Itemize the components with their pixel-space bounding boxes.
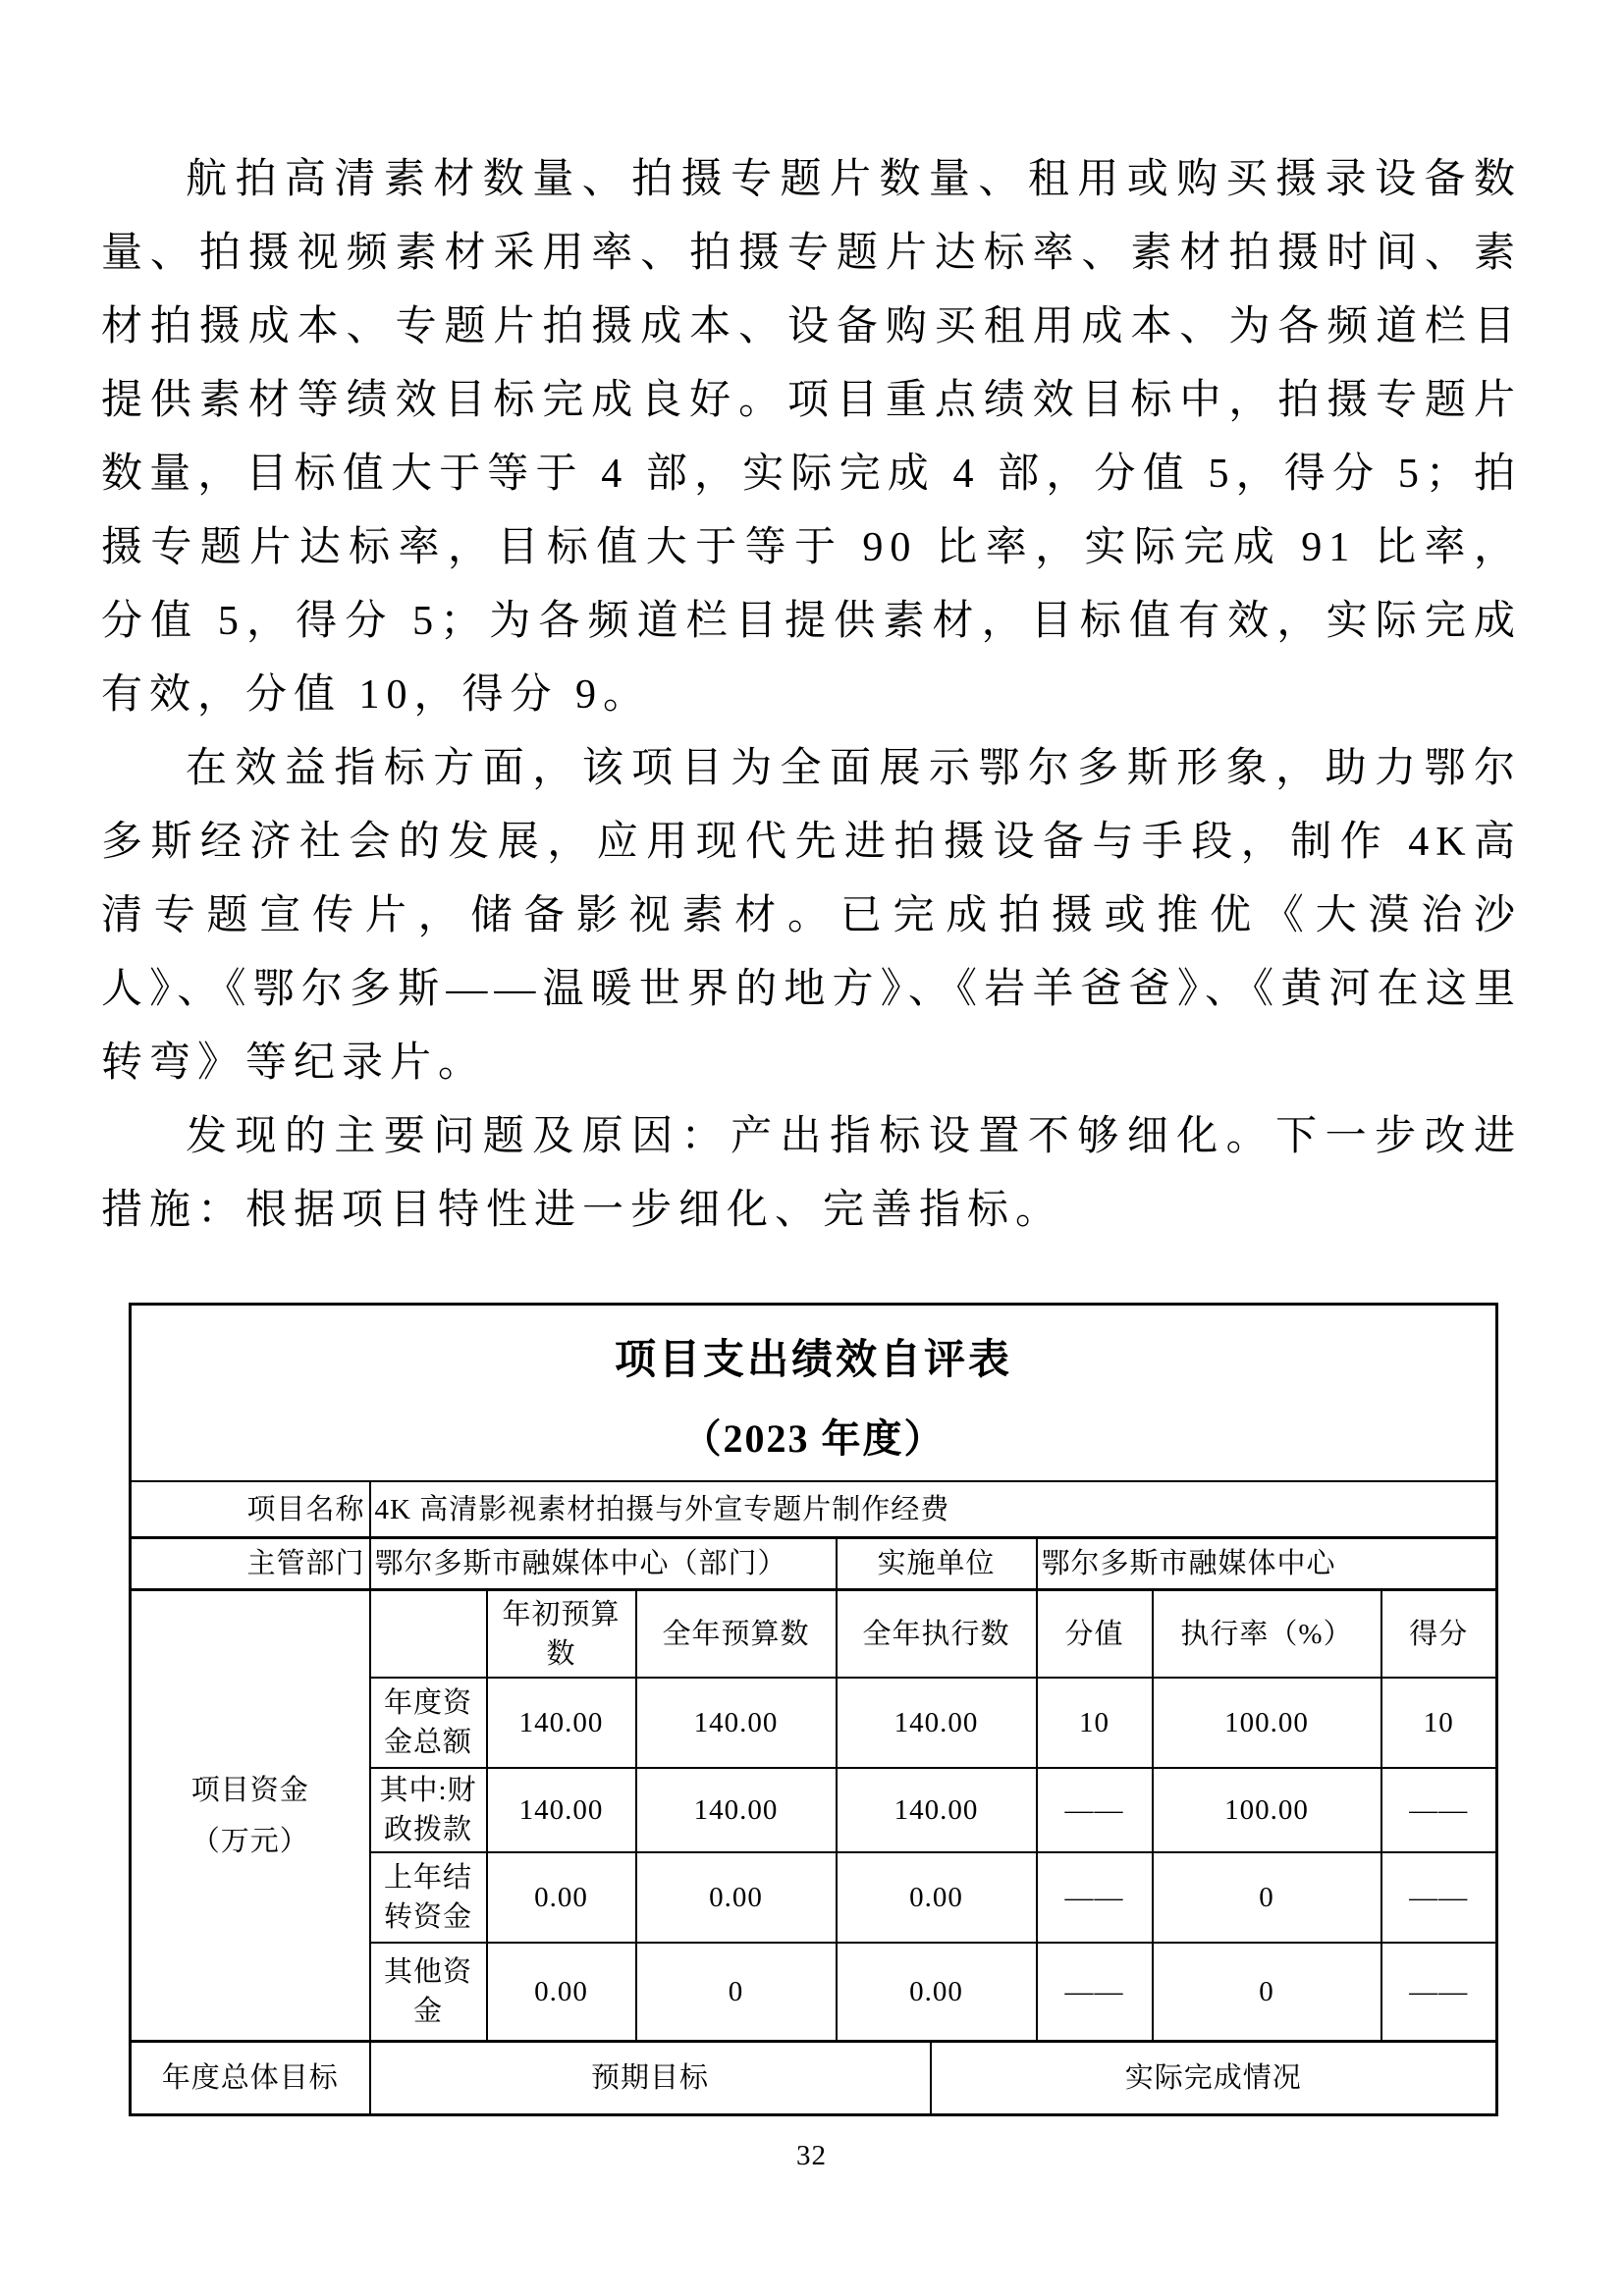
cell-initial-budget: 140.00 (487, 1768, 636, 1852)
cell-execution-rate: 0 (1153, 1852, 1381, 1943)
row-label: 其中:财政拨款 (370, 1768, 487, 1852)
funds-label-line1: 项目资金 (190, 1774, 309, 1806)
project-name-value: 4K 高清影视素材拍摄与外宣专题片制作经费 (370, 1481, 1497, 1538)
cell-annual-budget: 140.00 (636, 1768, 837, 1852)
cell-execution-rate: 100.00 (1153, 1678, 1381, 1768)
funds-header-row (131, 1590, 1497, 1679)
table-title-cell (131, 1305, 1497, 1482)
cell-annual-execution: 140.00 (837, 1768, 1037, 1852)
cell-initial-budget: 140.00 (487, 1678, 636, 1768)
cell-score: —— (1381, 1943, 1497, 2042)
header-score: 得分 (1381, 1590, 1497, 1679)
row-label: 其他资金 (370, 1943, 487, 2042)
table-title-row (131, 1305, 1497, 1482)
project-name-row (131, 1481, 1497, 1538)
row-label: 年度资金总额 (370, 1678, 487, 1768)
funds-sublabel-header-empty (370, 1590, 487, 1679)
cell-annual-execution: 0.00 (837, 1852, 1037, 1943)
header-execution-rate: 执行率（%） (1153, 1590, 1381, 1679)
table-subtitle: （2023 年度） (681, 1416, 946, 1461)
cell-initial-budget: 0.00 (487, 1943, 636, 2042)
header-annual-budget: 全年预算数 (636, 1590, 837, 1679)
cell-score-value: 10 (1037, 1678, 1153, 1768)
project-name-label: 项目名称 (131, 1481, 370, 1538)
cell-score: 10 (1381, 1678, 1497, 1768)
cell-score: —— (1381, 1768, 1497, 1852)
header-score-value: 分值 (1037, 1590, 1153, 1679)
cell-initial-budget: 0.00 (487, 1852, 636, 1943)
expected-goal-label: 预期目标 (370, 2042, 931, 2115)
department-row (131, 1538, 1497, 1590)
row-label: 上年结转资金 (370, 1852, 487, 1943)
cell-annual-execution: 140.00 (837, 1678, 1037, 1768)
cell-annual-budget: 0.00 (636, 1852, 837, 1943)
impl-unit-label: 实施单位 (837, 1538, 1037, 1590)
paragraph-problems-and-measures: 发现的主要问题及原因：产出指标设置不够细化。下一步改进措施：根据项目特性进一步细化、完善指标。 (101, 1114, 1522, 1233)
dept-label: 主管部门 (131, 1538, 370, 1590)
cell-annual-budget: 0 (636, 1943, 837, 2042)
annual-goal-row (131, 2042, 1497, 2115)
funds-label-line2: （万元） (190, 1825, 309, 1857)
cell-score: —— (1381, 1852, 1497, 1943)
header-initial-budget: 年初预算数 (487, 1590, 636, 1679)
cell-execution-rate: 100.00 (1153, 1768, 1381, 1852)
table-title: 项目支出绩效自评表 (615, 1338, 1013, 1383)
actual-completion-label: 实际完成情况 (931, 2042, 1497, 2115)
funds-label (131, 1590, 370, 2042)
paragraph-benefit-indicators: 在效益指标方面，该项目为全面展示鄂尔多斯形象，助力鄂尔多斯经济社会的发展，应用现代先进拍摄设备与手段，制作 4K高清专题宣传片，储备影视素材。已完成拍摄或推优《大漠治沙人》、《鄂尔多斯——温暖世界的地方》、《岩羊爸爸》、《黄河在这里转弯》等纪录片。 (101, 746, 1522, 1086)
self-evaluation-table (129, 1303, 1498, 2116)
cell-annual-budget: 140.00 (636, 1678, 837, 1768)
dept-value: 鄂尔多斯市融媒体中心（部门） (370, 1538, 837, 1590)
header-annual-execution: 全年执行数 (837, 1590, 1037, 1679)
cell-score-value: —— (1037, 1852, 1153, 1943)
cell-score-value: —— (1037, 1943, 1153, 2042)
page-number: 32 (796, 2140, 827, 2171)
cell-score-value: —— (1037, 1768, 1153, 1852)
paragraph-performance-targets: 航拍高清素材数量、拍摄专题片数量、租用或购买摄录设备数量、拍摄视频素材采用率、拍摄专题片达标率、素材拍摄时间、素材拍摄成本、专题片拍摄成本、设备购买租用成本、为各频道栏目提供素材等绩效目标完成良好。项目重点绩效目标中，拍摄专题片数量，目标值大于等于 4 部，实际完成 4 部，分值 5，得分 5；拍摄专题片达标率，目标值大于等于 90 比率，实际完成 91 比率，分值 5，得分 5；为各频道栏目提供素材，目标值有效，实际完成有效，分值 10，得分 9。 (101, 157, 1522, 718)
impl-unit-value: 鄂尔多斯市融媒体中心 (1037, 1538, 1497, 1590)
cell-execution-rate: 0 (1153, 1943, 1381, 2042)
cell-annual-execution: 0.00 (837, 1943, 1037, 2042)
annual-goal-label: 年度总体目标 (131, 2042, 370, 2115)
